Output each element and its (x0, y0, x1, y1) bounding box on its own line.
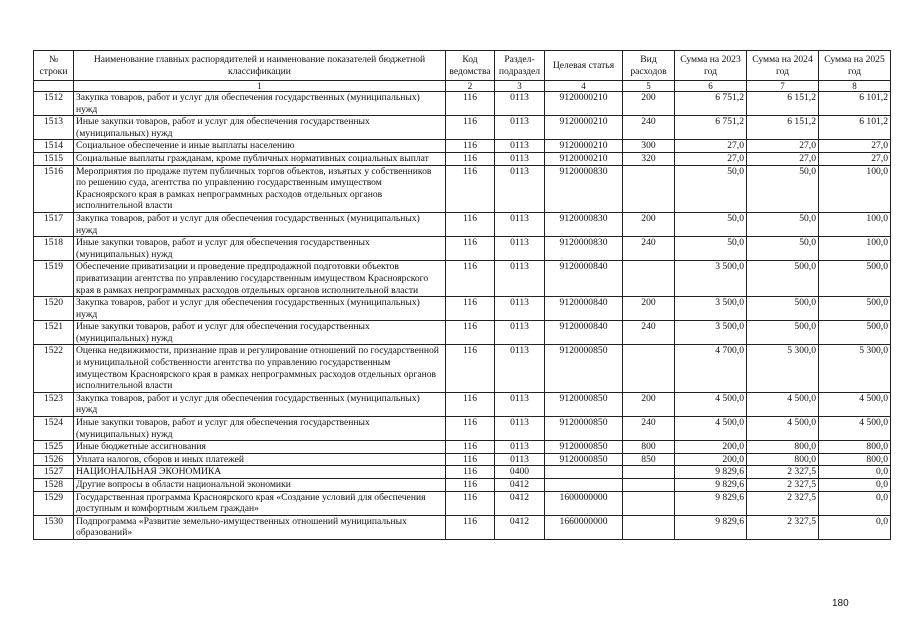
section-cell: 0412 (495, 479, 545, 492)
item-name-cell: Оценка недвижимости, признание прав и регулирование отношений по государственной и муниципальной собственности агентства по управлению государственным имуществом Красноярского края в рамках непрограммных расходов отдельных органов исполнительной власти (74, 345, 446, 392)
header-row (34, 51, 891, 81)
item-name-cell: Иные закупки товаров, работ и услуг для обеспечения государственных (муниципальных) нужд (74, 237, 446, 261)
item-name-cell: Другие вопросы в области национальной экономики (74, 479, 446, 492)
target-item-cell: 9120000210 (545, 140, 623, 153)
target-item-cell: 9120000210 (545, 152, 623, 165)
row-number-cell: 1528 (34, 479, 74, 492)
column-number: 1 (74, 81, 446, 92)
target-item-cell (545, 466, 623, 479)
table-row (34, 237, 891, 261)
sum-2023-cell: 9 829,6 (675, 479, 747, 492)
target-item-cell: 9120000840 (545, 297, 623, 321)
sum-2024-cell: 6 151,2 (747, 92, 819, 116)
sum-2024-cell: 500,0 (747, 321, 819, 345)
row-number-cell: 1529 (34, 491, 74, 515)
row-number-cell: 1525 (34, 441, 74, 454)
department-code-cell: 116 (446, 92, 495, 116)
row-number-cell: 1513 (34, 116, 74, 140)
table-row (34, 491, 891, 515)
sum-2024-cell: 2 327,5 (747, 466, 819, 479)
department-code-cell: 116 (446, 140, 495, 153)
expense-kind-cell: 240 (623, 237, 675, 261)
row-number-cell: 1522 (34, 345, 74, 392)
table-row (34, 417, 891, 441)
column-number (34, 81, 74, 92)
sum-2024-cell: 27,0 (747, 140, 819, 153)
sum-2023-cell: 27,0 (675, 140, 747, 153)
department-code-cell: 116 (446, 116, 495, 140)
sum-2024-cell: 50,0 (747, 237, 819, 261)
table-row (34, 453, 891, 466)
header-name: Наименование главных распорядителей и наименование показателей бюджетной классификации (74, 51, 446, 81)
row-number-cell: 1512 (34, 92, 74, 116)
table-row (34, 261, 891, 297)
item-name-cell: Мероприятия по продаже путем публичных торгов объектов, изъятых у собственников по решению суда, агентства по управлению государственным имуществом Красноярского края в рамках непрограммных расходов отдельных органов исполнительной власти (74, 165, 446, 212)
header-target-item: Целевая статья (545, 51, 623, 81)
sum-2023-cell: 27,0 (675, 152, 747, 165)
department-code-cell: 116 (446, 515, 495, 539)
section-cell: 0113 (495, 453, 545, 466)
expense-kind-cell (623, 515, 675, 539)
header-section: Раздел-подраздел (495, 51, 545, 81)
sum-2023-cell: 3 500,0 (675, 297, 747, 321)
sum-2023-cell: 6 751,2 (675, 116, 747, 140)
sum-2025-cell: 27,0 (819, 152, 891, 165)
sum-2024-cell: 50,0 (747, 165, 819, 212)
column-numbers-row (34, 81, 891, 92)
row-number-cell: 1523 (34, 392, 74, 416)
sum-2023-cell: 4 500,0 (675, 417, 747, 441)
expense-kind-cell (623, 261, 675, 297)
target-item-cell: 1600000000 (545, 491, 623, 515)
expense-kind-cell: 800 (623, 441, 675, 454)
table-row (34, 140, 891, 153)
section-cell: 0412 (495, 515, 545, 539)
section-cell: 0113 (495, 116, 545, 140)
column-number: 2 (446, 81, 495, 92)
table-row (34, 515, 891, 539)
row-number-cell: 1519 (34, 261, 74, 297)
department-code-cell: 116 (446, 345, 495, 392)
sum-2025-cell: 500,0 (819, 321, 891, 345)
target-item-cell (545, 479, 623, 492)
sum-2023-cell: 3 500,0 (675, 321, 747, 345)
item-name-cell: Иные бюджетные ассигнования (74, 441, 446, 454)
row-number-cell: 1527 (34, 466, 74, 479)
item-name-cell: Закупка товаров, работ и услуг для обеспечения государственных (муниципальных) нужд (74, 92, 446, 116)
header-row-number: № строки (34, 51, 74, 81)
sum-2025-cell: 0,0 (819, 466, 891, 479)
section-cell: 0113 (495, 165, 545, 212)
expense-kind-cell: 300 (623, 140, 675, 153)
sum-2023-cell: 200,0 (675, 453, 747, 466)
target-item-cell: 9120000850 (545, 453, 623, 466)
sum-2025-cell: 0,0 (819, 479, 891, 492)
sum-2024-cell: 2 327,5 (747, 491, 819, 515)
sum-2024-cell: 27,0 (747, 152, 819, 165)
sum-2023-cell: 4 700,0 (675, 345, 747, 392)
expense-kind-cell: 240 (623, 417, 675, 441)
item-name-cell: НАЦИОНАЛЬНАЯ ЭКОНОМИКА (74, 466, 446, 479)
table-row (34, 441, 891, 454)
sum-2025-cell: 5 300,0 (819, 345, 891, 392)
department-code-cell: 116 (446, 466, 495, 479)
item-name-cell: Уплата налогов, сборов и иных платежей (74, 453, 446, 466)
header-sum-2023: Сумма на 2023 год (675, 51, 747, 81)
department-code-cell: 116 (446, 491, 495, 515)
target-item-cell: 9120000210 (545, 92, 623, 116)
sum-2025-cell: 100,0 (819, 165, 891, 212)
section-cell: 0412 (495, 491, 545, 515)
department-code-cell: 116 (446, 261, 495, 297)
section-cell: 0113 (495, 392, 545, 416)
row-number-cell: 1514 (34, 140, 74, 153)
section-cell: 0113 (495, 441, 545, 454)
target-item-cell: 9120000850 (545, 392, 623, 416)
row-number-cell: 1521 (34, 321, 74, 345)
sum-2025-cell: 800,0 (819, 441, 891, 454)
section-cell: 0113 (495, 212, 545, 236)
header-expense-kind: Вид расходов (623, 51, 675, 81)
section-cell: 0113 (495, 237, 545, 261)
column-number: 8 (819, 81, 891, 92)
target-item-cell: 9120000210 (545, 116, 623, 140)
department-code-cell: 116 (446, 417, 495, 441)
item-name-cell: Закупка товаров, работ и услуг для обеспечения государственных (муниципальных) нужд (74, 392, 446, 416)
sum-2024-cell: 4 500,0 (747, 392, 819, 416)
item-name-cell: Подпрограмма «Развитие земельно-имущественных отношений муниципальных образований» (74, 515, 446, 539)
expense-kind-cell (623, 479, 675, 492)
sum-2023-cell: 9 829,6 (675, 515, 747, 539)
column-number: 3 (495, 81, 545, 92)
budget-table (33, 50, 891, 540)
target-item-cell: 9120000850 (545, 417, 623, 441)
expense-kind-cell: 850 (623, 453, 675, 466)
column-number: 7 (747, 81, 819, 92)
department-code-cell: 116 (446, 392, 495, 416)
department-code-cell: 116 (446, 212, 495, 236)
sum-2023-cell: 9 829,6 (675, 491, 747, 515)
column-number: 5 (623, 81, 675, 92)
item-name-cell: Иные закупки товаров, работ и услуг для обеспечения государственных (муниципальных) нужд (74, 417, 446, 441)
department-code-cell: 116 (446, 297, 495, 321)
sum-2024-cell: 500,0 (747, 297, 819, 321)
page-number: 180 (832, 598, 849, 609)
target-item-cell: 9120000850 (545, 441, 623, 454)
department-code-cell: 116 (446, 453, 495, 466)
header-department-code: Код ведомства (446, 51, 495, 81)
expense-kind-cell (623, 345, 675, 392)
sum-2025-cell: 100,0 (819, 237, 891, 261)
section-cell: 0113 (495, 92, 545, 116)
table-row (34, 297, 891, 321)
sum-2025-cell: 27,0 (819, 140, 891, 153)
item-name-cell: Иные закупки товаров, работ и услуг для обеспечения государственных (муниципальных) нужд (74, 321, 446, 345)
expense-kind-cell: 200 (623, 392, 675, 416)
section-cell: 0113 (495, 345, 545, 392)
sum-2025-cell: 6 101,2 (819, 92, 891, 116)
expense-kind-cell: 200 (623, 92, 675, 116)
row-number-cell: 1524 (34, 417, 74, 441)
item-name-cell: Государственная программа Красноярского края «Создание условий для обеспечения доступным и комфортным жильем граждан» (74, 491, 446, 515)
table-body (34, 92, 891, 540)
expense-kind-cell: 240 (623, 116, 675, 140)
row-number-cell: 1516 (34, 165, 74, 212)
expense-kind-cell (623, 466, 675, 479)
sum-2023-cell: 9 829,6 (675, 466, 747, 479)
sum-2023-cell: 200,0 (675, 441, 747, 454)
item-name-cell: Иные закупки товаров, работ и услуг для обеспечения государственных (муниципальных) нужд (74, 116, 446, 140)
sum-2024-cell: 500,0 (747, 261, 819, 297)
header-sum-2025: Сумма на 2025 год (819, 51, 891, 81)
sum-2025-cell: 500,0 (819, 261, 891, 297)
sum-2023-cell: 4 500,0 (675, 392, 747, 416)
table-row (34, 152, 891, 165)
item-name-cell: Закупка товаров, работ и услуг для обеспечения государственных (муниципальных) нужд (74, 212, 446, 236)
department-code-cell: 116 (446, 441, 495, 454)
expense-kind-cell (623, 165, 675, 212)
target-item-cell: 9120000840 (545, 261, 623, 297)
expense-kind-cell: 200 (623, 212, 675, 236)
expense-kind-cell: 320 (623, 152, 675, 165)
column-number: 4 (545, 81, 623, 92)
expense-kind-cell (623, 491, 675, 515)
department-code-cell: 116 (446, 152, 495, 165)
sum-2023-cell: 3 500,0 (675, 261, 747, 297)
section-cell: 0113 (495, 261, 545, 297)
column-number: 6 (675, 81, 747, 92)
table-row (34, 92, 891, 116)
header-sum-2024: Сумма на 2024 год (747, 51, 819, 81)
sum-2025-cell: 6 101,2 (819, 116, 891, 140)
sum-2025-cell: 0,0 (819, 491, 891, 515)
sum-2025-cell: 0,0 (819, 515, 891, 539)
section-cell: 0400 (495, 466, 545, 479)
sum-2025-cell: 800,0 (819, 453, 891, 466)
item-name-cell: Социальные выплаты гражданам, кроме публичных нормативных социальных выплат (74, 152, 446, 165)
item-name-cell: Закупка товаров, работ и услуг для обеспечения государственных (муниципальных) нужд (74, 297, 446, 321)
sum-2025-cell: 500,0 (819, 297, 891, 321)
section-cell: 0113 (495, 321, 545, 345)
sum-2024-cell: 4 500,0 (747, 417, 819, 441)
table-row (34, 116, 891, 140)
sum-2024-cell: 50,0 (747, 212, 819, 236)
sum-2023-cell: 50,0 (675, 237, 747, 261)
sum-2024-cell: 6 151,2 (747, 116, 819, 140)
table-row (34, 345, 891, 392)
sum-2025-cell: 100,0 (819, 212, 891, 236)
expense-kind-cell: 240 (623, 321, 675, 345)
sum-2024-cell: 800,0 (747, 441, 819, 454)
department-code-cell: 116 (446, 237, 495, 261)
section-cell: 0113 (495, 297, 545, 321)
table-row (34, 466, 891, 479)
sum-2023-cell: 50,0 (675, 165, 747, 212)
section-cell: 0113 (495, 140, 545, 153)
target-item-cell: 9120000830 (545, 212, 623, 236)
sum-2024-cell: 2 327,5 (747, 515, 819, 539)
table-row (34, 392, 891, 416)
item-name-cell: Обеспечение приватизации и проведение предпродажной подготовки объектов приватизации агентства по управлению государственным имуществом Красноярского края в рамках непрограммных расходов отдельных органов исполнительной власти (74, 261, 446, 297)
expense-kind-cell: 200 (623, 297, 675, 321)
table-row (34, 212, 891, 236)
item-name-cell: Социальное обеспечение и иные выплаты населению (74, 140, 446, 153)
row-number-cell: 1526 (34, 453, 74, 466)
table-row (34, 479, 891, 492)
table-row (34, 165, 891, 212)
sum-2024-cell: 5 300,0 (747, 345, 819, 392)
row-number-cell: 1517 (34, 212, 74, 236)
target-item-cell: 9120000850 (545, 345, 623, 392)
sum-2023-cell: 50,0 (675, 212, 747, 236)
target-item-cell: 9120000830 (545, 237, 623, 261)
row-number-cell: 1520 (34, 297, 74, 321)
sum-2025-cell: 4 500,0 (819, 417, 891, 441)
row-number-cell: 1518 (34, 237, 74, 261)
section-cell: 0113 (495, 152, 545, 165)
department-code-cell: 116 (446, 321, 495, 345)
sum-2024-cell: 2 327,5 (747, 479, 819, 492)
section-cell: 0113 (495, 417, 545, 441)
sum-2025-cell: 4 500,0 (819, 392, 891, 416)
row-number-cell: 1515 (34, 152, 74, 165)
sum-2024-cell: 800,0 (747, 453, 819, 466)
target-item-cell: 1660000000 (545, 515, 623, 539)
target-item-cell: 9120000830 (545, 165, 623, 212)
department-code-cell: 116 (446, 165, 495, 212)
department-code-cell: 116 (446, 479, 495, 492)
sum-2023-cell: 6 751,2 (675, 92, 747, 116)
target-item-cell: 9120000840 (545, 321, 623, 345)
row-number-cell: 1530 (34, 515, 74, 539)
table-row (34, 321, 891, 345)
